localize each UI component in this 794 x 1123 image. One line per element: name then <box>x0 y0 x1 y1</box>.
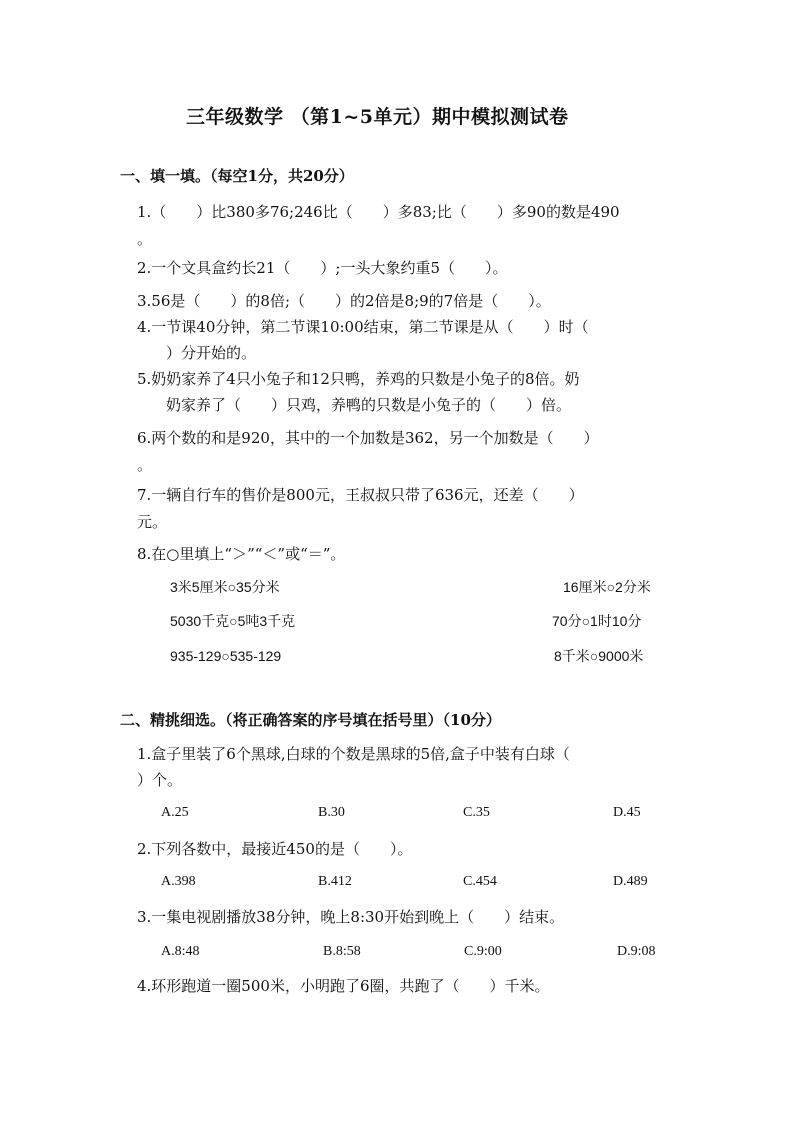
option: C.9:00 <box>464 944 502 959</box>
section-heading: 二、精挑细选。（将正确答案的序号填在括号里）（10分） <box>120 711 501 729</box>
page-title: 三年级数学 （第1~5单元）期中模拟测试卷 <box>186 106 569 128</box>
question-line: 4.环形跑道一圈500米，小明跑了6圈，共跑了（ ）千米。 <box>137 977 550 995</box>
question-line: 3.一集电视剧播放38分钟，晚上8:30开始到晚上（ ）结束。 <box>137 908 565 926</box>
question-line: 1.（ ）比380多76;246比（ ）多83;比（ ）多90的数是490 <box>137 203 620 221</box>
question-line: 5.奶奶家养了4只小兔子和12只鸭，养鸡的只数是小兔子的8倍。奶 <box>137 370 580 388</box>
option: B.30 <box>318 805 345 820</box>
question-line: 奶家养了（ ）只鸡，养鸭的只数是小兔子的（ ）倍。 <box>166 396 572 414</box>
question-line: ）分开始的。 <box>166 344 257 362</box>
option: D.9:08 <box>617 944 656 959</box>
compare-item: 935-129○535-129 <box>170 648 282 664</box>
question-line: 1.盒子里装了6个黑球,白球的个数是黑球的5倍,盒子中装有白球（ <box>137 745 570 763</box>
option: C.35 <box>463 805 490 820</box>
compare-item: 5030千克○5吨3千克 <box>170 613 296 629</box>
compare-item: 70分○1时10分 <box>552 613 642 629</box>
option: C.454 <box>463 874 497 889</box>
question-line: 2.一个文具盒约长21（ ）;一头大象约重5（ ）。 <box>137 259 508 277</box>
section-heading: 一、填一填。（每空1分，共20分） <box>120 167 354 185</box>
question-line: 。 <box>137 230 153 248</box>
question-line: 2.下列各数中，最接近450的是（ ）。 <box>137 840 413 858</box>
option: B.412 <box>318 874 352 889</box>
option: A.25 <box>161 805 189 820</box>
question-line: 元。 <box>137 513 168 531</box>
option: A.8:48 <box>161 944 200 959</box>
question-line: ）个。 <box>137 771 183 789</box>
question-line: 8.在○里填上“＞”“＜”或“＝”。 <box>137 545 346 563</box>
compare-item: 8千米○9000米 <box>554 648 644 664</box>
question-line: 4.一节课40分钟，第二节课10:00结束，第二节课是从（ ）时（ <box>137 318 589 336</box>
question-line: 7.一辆自行车的售价是800元，王叔叔只带了636元，还差（ ） <box>137 486 584 504</box>
question-line: 6.两个数的和是920，其中的一个加数是362，另一个加数是（ ） <box>137 429 599 447</box>
option: D.45 <box>613 805 641 820</box>
option: D.489 <box>613 874 648 889</box>
question-line: 。 <box>137 456 153 474</box>
option: A.398 <box>161 874 196 889</box>
question-line: 3.56是（ ）的8倍;（ ）的2倍是8;9的7倍是（ ）。 <box>137 292 551 310</box>
compare-item: 3米5厘米○35分米 <box>170 579 280 595</box>
compare-item: 16厘米○2分米 <box>563 579 651 595</box>
option: B.8:58 <box>323 944 361 959</box>
